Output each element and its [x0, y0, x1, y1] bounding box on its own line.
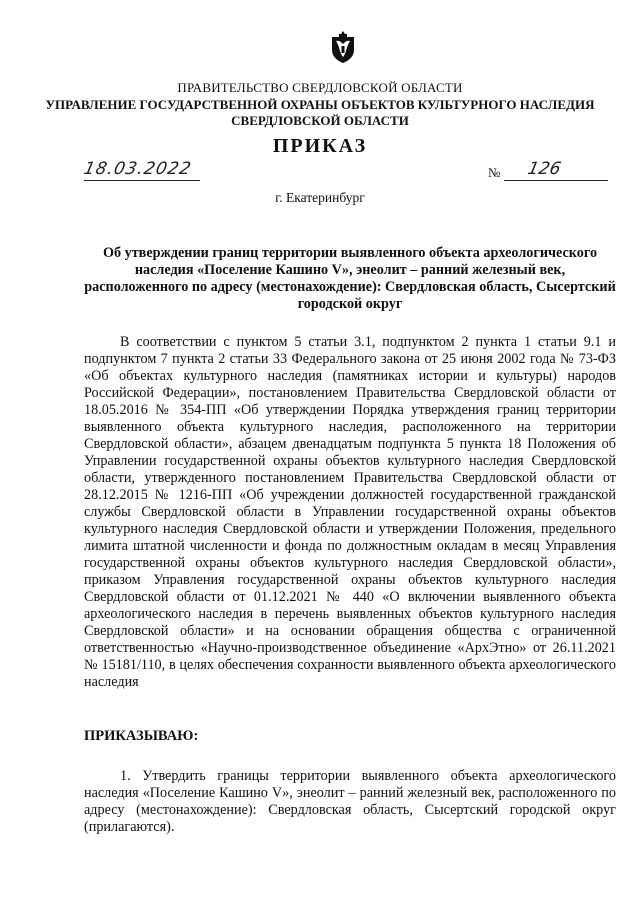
department-name-line1: УПРАВЛЕНИЕ ГОСУДАРСТВЕННОЙ ОХРАНЫ ОБЪЕКТОВ КУЛЬТУРНОГО НАСЛЕДИЯ: [45, 97, 595, 112]
number-sign: №: [488, 165, 501, 180]
date-field: [81, 159, 200, 181]
document-type: ПРИКАЗ: [272, 135, 368, 157]
sverdlovsk-coat-of-arms-icon: [330, 30, 356, 64]
preamble-paragraph: В соответствии с пунктом 5 статьи 3.1, подпунктом 2 пункта 1 статьи 9.1 и подпунктом 7 пункта 2 статьи 33 Федерального закона от 25 июня 2002 года № 73-ФЗ «Об объектах культурного наследия (памятниках истории и культуры) народов Российской Федерации», постановлением Правительства Свердловской области от 18.05.2016 № 354-ПП «Об утверждении Порядка утверждения границ территории выявленного объекта культурного наследия, расположенного на территории Свердловской области», абзацем двенадцатым подпункта 5 пункта 18 Положения об Управлении государственной охраны объектов культурного наследия Свердловской области, утвержденного постановлением Правительства Свердловской области от 28.12.2015 № 1216-ПП «Об учреждении должностей государственной гражданской службы Свердловской области в Управлении государственной охраны объектов культурного наследия Свердловской области и утверждении Положения, предельного лимита штатной численности и фонда по должностным окладам в месяц Управления государственной охраны объектов культурного наследия Свердловской области», приказом Управления государственной охраны объектов культурного наследия Свердловской области от 01.12.2021 № 440 «О включении выявленного объекта археологического наследия в перечень выявленных объектов культурного наследия Свердловской области» и на основании обращения общества с ограниченной ответственностью «Научно-производственное объединение «АрхЭтно» от 26.11.2021 № 15181/110, в целях обеспечения сохранности выявленного объекта археологического наследия: [84, 334, 616, 690]
number-field: [504, 160, 608, 181]
city: г. Екатеринбург: [275, 190, 365, 205]
handwritten-number: 126: [525, 159, 563, 179]
document-title: Об утверждении границ территории выявленного объекта археологического наследия «Поселение Кашино V», энеолит – ранний железный век, расположенного по адресу (местонахождение): Свердловская область, Сысертский городской округ: [84, 245, 616, 312]
handwritten-date: 18.03.2022: [81, 159, 194, 179]
order-item: 1. Утвердить границы территории выявленного объекта археологического наследия «Поселение Кашино V», энеолит – ранний железный век, расположенного по адресу (местонахождение): Свердловская область, Сысертский городской округ (прилагаются).: [84, 768, 616, 835]
department-name-line2: СВЕРДЛОВСКОЙ ОБЛАСТИ: [231, 113, 409, 128]
government-name: ПРАВИТЕЛЬСТВО СВЕРДЛОВСКОЙ ОБЛАСТИ: [177, 80, 463, 95]
order-heading: ПРИКАЗЫВАЮ:: [84, 728, 199, 744]
